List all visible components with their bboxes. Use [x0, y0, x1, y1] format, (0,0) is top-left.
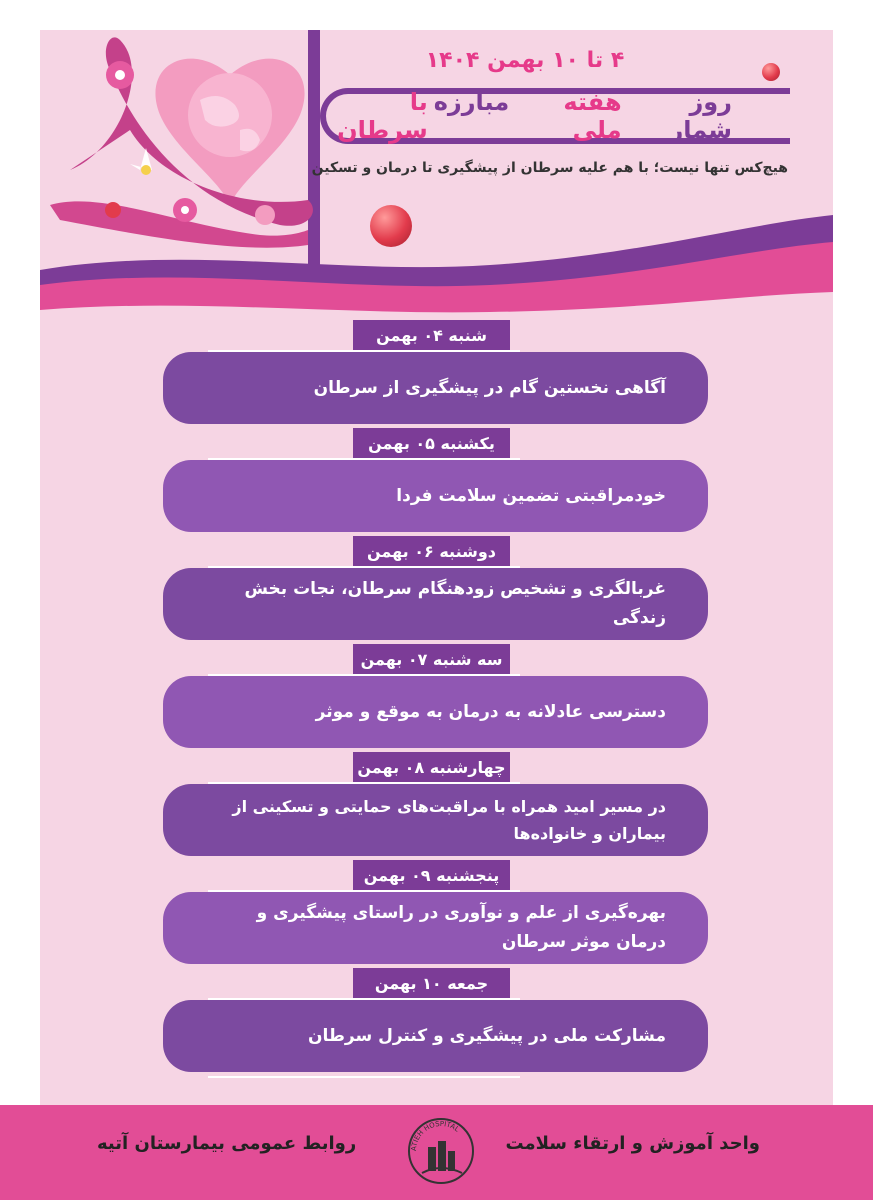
day-row — [40, 860, 833, 970]
day-label: جمعه ۱۰ بهمن — [353, 968, 510, 998]
day-row — [40, 752, 833, 862]
day-card: بهره‌گیری از علم و نوآوری در راستای پیشگیری و درمان موثر سرطان — [163, 892, 708, 964]
title-part-4: با سرطان — [337, 88, 428, 144]
day-row — [40, 428, 833, 538]
footer-public-relations: روابط عمومی بیمارستان آتیه — [97, 1133, 357, 1154]
day-label: یکشنبه ۰۵ بهمن — [353, 428, 510, 458]
poster — [40, 30, 833, 1105]
footer-department: واحد آموزش و ارتقاء سلامت — [505, 1133, 760, 1154]
red-ball-icon — [370, 205, 412, 247]
heart-icon — [155, 59, 304, 205]
date-range: ۴ تا ۱۰ بهمن ۱۴۰۴ — [425, 48, 625, 73]
day-row — [40, 644, 833, 754]
header-decoration — [40, 30, 833, 330]
day-row — [40, 968, 833, 1078]
red-ball-icon — [762, 63, 780, 81]
hospital-logo — [406, 1115, 476, 1187]
day-card: در مسیر امید همراه با مراقبت‌های حمایتی و تسکینی از بیماران و خانواده‌ها — [163, 784, 708, 856]
day-row — [40, 320, 833, 430]
day-card: دسترسی عادلانه به درمان به موقع و موثر — [163, 676, 708, 748]
title-part-3: مبارزه — [433, 88, 510, 116]
page-title — [320, 88, 760, 144]
title-banner — [320, 88, 790, 144]
day-row — [40, 536, 833, 646]
day-card: مشارکت ملی در پیشگیری و کنترل سرطان — [163, 1000, 708, 1072]
logo-text: ATIEH HOSPITAL — [409, 1119, 461, 1152]
day-label: دوشنبه ۰۶ بهمن — [353, 536, 510, 566]
day-card: آگاهی نخستین گام در پیشگیری از سرطان — [163, 352, 708, 424]
title-part-2: هفته ملی — [563, 88, 622, 144]
footer — [0, 1105, 873, 1200]
day-label: چهارشنبه ۰۸ بهمن — [353, 752, 510, 782]
day-card: خودمراقبتی تضمین سلامت فردا — [163, 460, 708, 532]
title-part-1: روز شمار — [669, 88, 732, 144]
day-card: غربالگری و تشخیص زودهنگام سرطان، نجات بخش زندگی — [163, 568, 708, 640]
day-label: سه شنبه ۰۷ بهمن — [353, 644, 510, 674]
svg-text:ATIEH HOSPITAL — [410, 1120, 461, 1151]
day-label: شنبه ۰۴ بهمن — [353, 320, 510, 350]
subtitle: هیچ‌کس تنها نیست؛ با هم علیه سرطان از پیشگیری تا درمان و تسکین — [311, 160, 788, 176]
day-label: پنجشنبه ۰۹ بهمن — [353, 860, 510, 890]
